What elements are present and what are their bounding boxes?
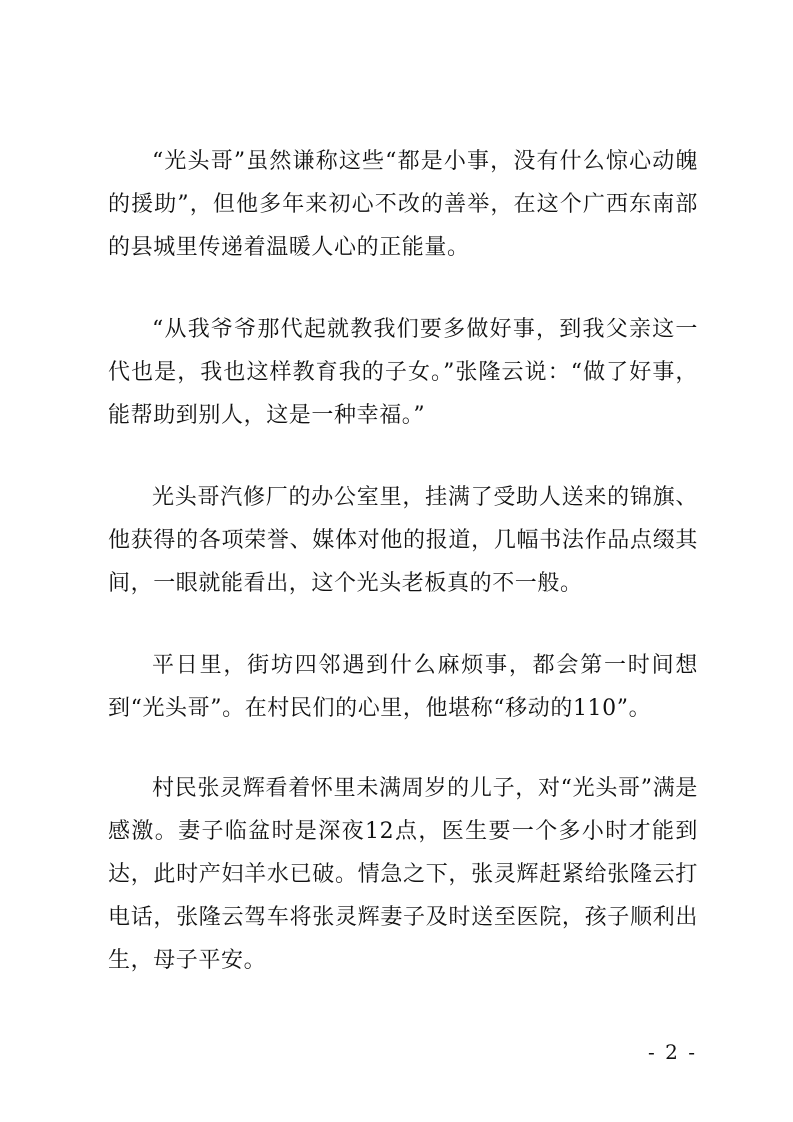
paragraph: 平日里，街坊四邻遇到什么麻烦事，都会第一时间想到“光头哥”。在村民们的心里，他堪称“移动的110”。 [108,653,698,721]
paragraph: 村民张灵辉看着怀里未满周岁的儿子，对“光头哥”满是感激。妻子临盆时是深夜12点，医生要一个多小时才能到达，此时产妇羊水已破。情急之下，张灵辉赶紧给张隆云打电话，张隆云驾车将张灵辉妻子及时送至医院，孩子顺利出生，母子平安。 [108,776,698,973]
paragraph: 光头哥汽修厂的办公室里，挂满了受助人送来的锦旗、他获得的各项荣誉、媒体对他的报道，几幅书法作品点缀其间，一眼就能看出，这个光头老板真的不一般。 [108,485,698,596]
paragraph: “从我爷爷那代起就教我们要多做好事，到我父亲这一代也是，我也这样教育我的子女。”张隆云说：“做了好事，能帮助到别人，这是一种幸福。” [108,317,698,428]
paragraph: “光头哥”虽然谦称这些“都是小事，没有什么惊心动魄的援助”，但他多年来初心不改的善举，在这个广西东南部的县城里传递着温暖人心的正能量。 [108,149,698,260]
page-number: - 2 - [648,1040,697,1064]
